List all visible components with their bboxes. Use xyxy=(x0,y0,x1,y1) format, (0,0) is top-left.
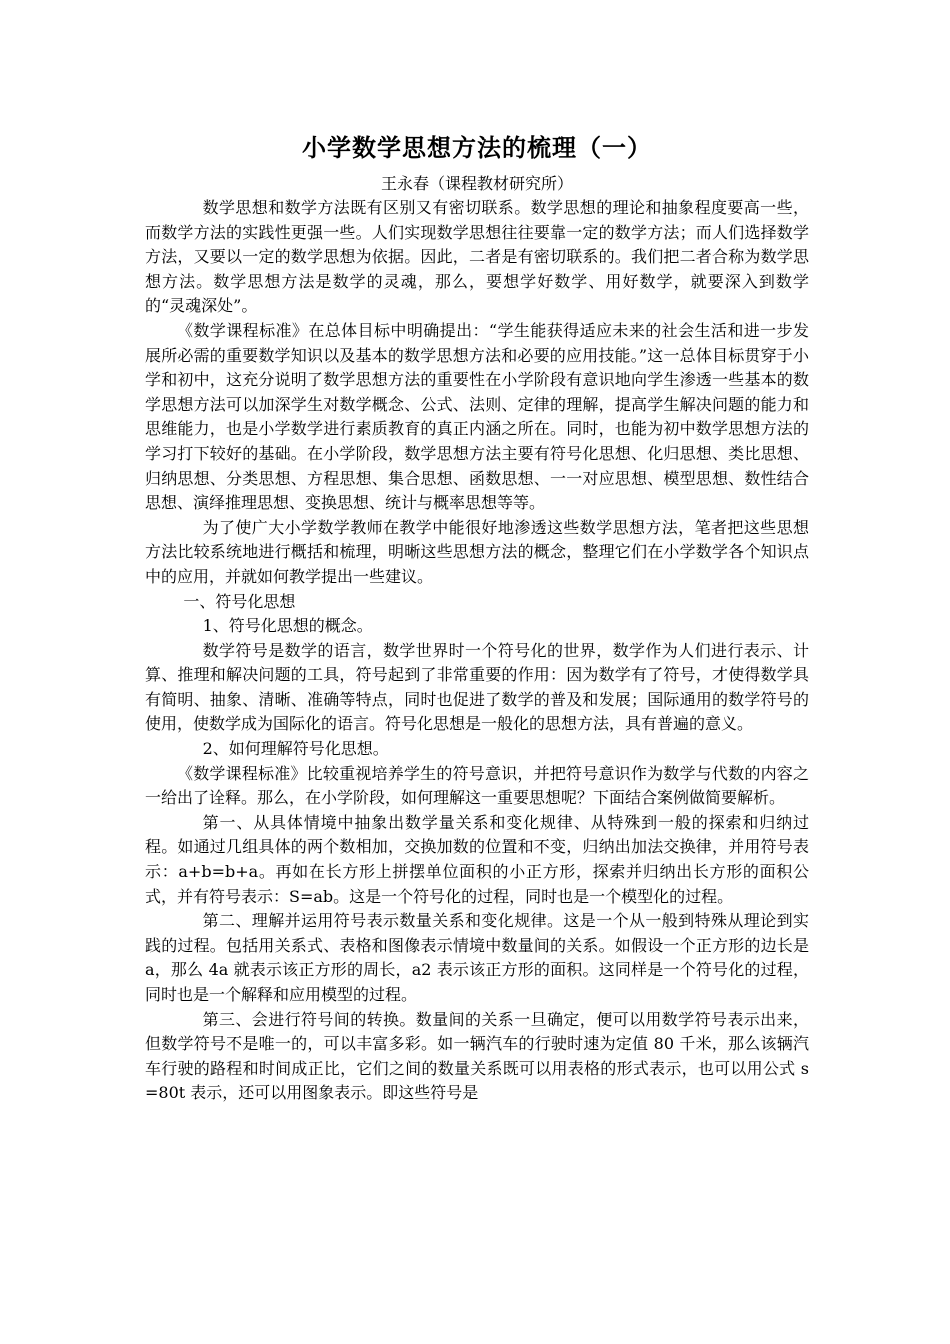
document-title: 小学数学思想方法的梳理（一） xyxy=(302,134,652,162)
subheading-concept: 1、符号化思想的概念。 xyxy=(202,616,373,636)
understanding-paragraph-1: 《数学课程标准》比较重视培养学生的符号意识，并把符号意识作为数学与代数的内容之一给出了诠释。那么，在小学阶段，如何理解这一重要思想呢？下面结合案例做简要解析。 xyxy=(145,763,809,808)
understanding-paragraph-2: 第一、从具体情境中抽象出数学量关系和变化规律、从特殊到一般的探索和归纳过程。如通过几组具体的两个数相加，交换加数的位置和不变，归纳出加法交换律，并用符号表示：a+b=b+a。再如在长方形上拼摆单位面积的小正方形，探索并归纳出长方形的面积公式，并有符号表示：S=ab。这是一个符号化的过程，同时也是一个模型化的过程。 xyxy=(145,812,809,906)
intro-paragraph-2: 《数学课程标准》在总体目标中明确提出：“学生能获得适应未来的社会生活和进一步发展所必需的重要数学知识以及基本的数学思想方法和必要的应用技能。”这一总体目标贯穿于小学和初中，这充分说明了数学思想方法的重要性在小学阶段有意识地向学生渗透一些基本的数学思想方法可以加深学生对数学概念、公式、法则、定律的理解，提高学生解决问题的能力和思维能力，也是小学数学进行素质教育的真正内涵之所在。同时，也能为初中数学思想方法的学习打下较好的基础。在小学阶段，数学思想方法主要有符号化思想、化归思想、类比思想、归纳思想、分类思想、方程思想、集合思想、函数思想、一一对应思想、模型思想、数性结合思想、演绎推理思想、变换思想、统计与概率思想等等。 xyxy=(145,320,809,513)
section-heading-symbolization: 一、符号化思想 xyxy=(183,591,296,611)
concept-paragraph: 数学符号是数学的语言，数学世界时一个符号化的世界，数学作为人们进行表示、计算、推理和解决问题的工具，符号起到了非常重要的作用：因为数学有了符号，才使得数学具有简明、抽象、清晰、准确等特点，同时也促进了数学的普及和发展；国际通用的数学符号的使用，使数学成为国际化的语言。符号化思想是一般化的思想方法，具有普遍的意义。 xyxy=(145,640,809,734)
document-page xyxy=(145,128,809,1106)
intro-paragraph-1: 数学思想和数学方法既有区别又有密切联系。数学思想的理论和抽象程度要高一些，而数学方法的实践性更强一些。人们实现数学思想往往要靠一定的数学方法；而人们选择数学方法，又要以一定的数学思想为依据。因此，二者是有密切联系的。我们把二者合称为数学思想方法。数学思想方法是数学的灵魂，那么，要想学好数学、用好数学，就要深入到数学的“灵魂深处”。 xyxy=(145,198,809,316)
understanding-paragraph-4: 第三、会进行符号间的转换。数量间的关系一旦确定，便可以用数学符号表示出来，但数学符号不是唯一的，可以丰富多彩。如一辆汽车的行驶时速为定值 80 千米，那么该辆汽车行驶的路程和时间成正比，它们之间的数量关系既可以用表格的形式表示，也可以用公式 s=80t 表示，还可以用图象表示。即这些符号是 xyxy=(145,1009,809,1103)
subheading-understanding: 2、如何理解符号化思想。 xyxy=(202,739,389,759)
understanding-paragraph-3: 第二、理解并运用符号表示数量关系和变化规律。这是一个从一般到特殊从理论到实践的过程。包括用关系式、表格和图像表示情境中数量间的关系。如假设一个正方形的边长是 a，那么 4a 就表示该正方形的周长，a2 表示该正方形的面积。这同样是一个符号化的过程，同时也是一个解释和应用模型的过程。 xyxy=(145,911,809,1004)
author-line: 王永春（课程教材研究所） xyxy=(380,174,573,193)
intro-paragraph-3: 为了使广大小学数学教师在教学中能很好地渗透这些数学思想方法，笔者把这些思想方法比较系统地进行概括和梳理，明晰这些思想方法的概念，整理它们在小学数学各个知识点中的应用，并就如何教学提出一些建议。 xyxy=(145,517,809,586)
